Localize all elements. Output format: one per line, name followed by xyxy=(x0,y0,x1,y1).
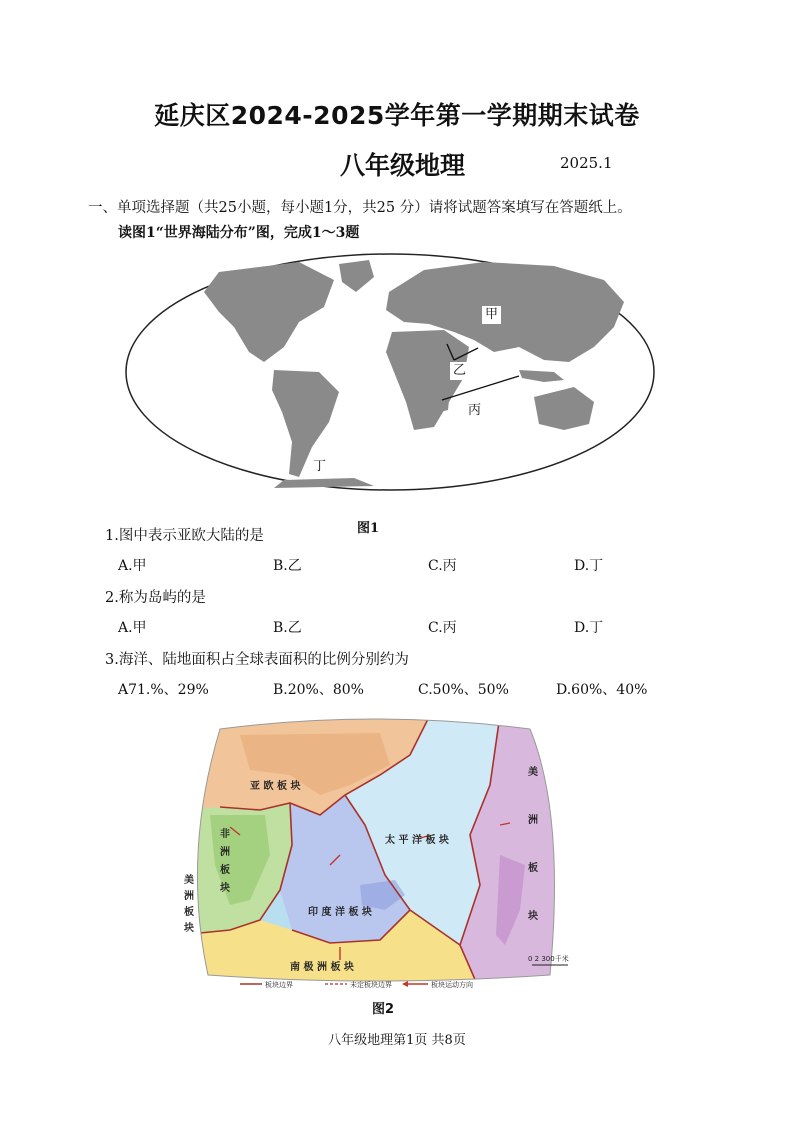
american-plate-label-3: 板 xyxy=(528,863,538,874)
american-plate-label-4: 块 xyxy=(528,911,538,922)
world-map-figure1 xyxy=(124,252,656,492)
question-1-stem: 1.图中表示亚欧大陆的是 xyxy=(105,528,264,544)
legend-undetermined: 未定板块边界 xyxy=(350,981,392,989)
q2-option-a: A.甲 xyxy=(118,620,147,636)
exam-title: 延庆区2024-2025学年第一学期期末试卷 xyxy=(154,101,640,130)
american-plate-left-label-3: 板 xyxy=(184,907,194,918)
q1-option-d: D.丁 xyxy=(574,558,604,574)
q2-option-d: D.丁 xyxy=(574,620,604,636)
african-plate-label-3: 板 xyxy=(220,865,230,876)
q3-option-d: D.60%、40% xyxy=(556,682,648,698)
figure1-caption: 图1 xyxy=(357,521,380,536)
american-plate-label-2: 洲 xyxy=(528,815,538,826)
eurasian-plate-label: 亚 欧 板 块 xyxy=(250,781,301,792)
figure2-caption: 图2 xyxy=(372,1002,395,1017)
plate-map-svg xyxy=(180,715,570,991)
page-footer: 八年级地理第1页 共8页 xyxy=(328,1033,466,1048)
q2-option-c: C.丙 xyxy=(428,620,457,636)
african-plate-label-4: 块 xyxy=(220,883,230,894)
african-plate-label-2: 洲 xyxy=(220,847,230,858)
indian-plate-label: 印 度 洋 板 块 xyxy=(308,907,372,918)
world-map-svg xyxy=(124,252,656,492)
antarctic-plate-label: 南 极 洲 板 块 xyxy=(290,962,354,973)
legend-boundary: 板块边界 xyxy=(265,981,293,989)
american-plate-left-label-2: 洲 xyxy=(184,891,194,902)
plate-map-figure2 xyxy=(180,715,570,991)
african-plate-label-1: 非 xyxy=(220,829,230,840)
q3-option-a: A71.%、29% xyxy=(118,682,209,698)
subject-title: 八年级地理 xyxy=(340,151,466,180)
question-2-stem: 2.称为岛屿的是 xyxy=(105,590,206,606)
exam-date: 2025.1 xyxy=(560,154,613,172)
q1-option-b: B.乙 xyxy=(273,558,302,574)
label-yi: 乙 xyxy=(450,362,469,380)
q1-option-a: A.甲 xyxy=(118,558,147,574)
label-bing: 丙 xyxy=(464,400,493,426)
american-plate-left-label-4: 块 xyxy=(184,923,194,934)
q1-option-c: C.丙 xyxy=(428,558,457,574)
label-jia: 甲 xyxy=(482,306,501,324)
label-ding: 丁 xyxy=(310,458,329,476)
map-scale-label: 0 2 300千米 xyxy=(528,955,569,963)
question-3-stem: 3.海洋、陆地面积占全球表面积的比例分别约为 xyxy=(105,652,409,668)
american-plate-label-1: 美 xyxy=(528,767,538,778)
q3-option-c: C.50%、50% xyxy=(418,682,509,698)
section-intro: 读图1“世界海陆分布”图，完成1～3题 xyxy=(118,225,360,241)
pacific-plate-label: 太 平 洋 板 块 xyxy=(385,835,449,846)
legend-direction: 板块运动方向 xyxy=(431,981,473,989)
q2-option-b: B.乙 xyxy=(273,620,302,636)
section-heading: 一、单项选择题（共25小题，每小题1分，共25 分）请将试题答案填写在答题纸上。 xyxy=(88,200,632,216)
q3-option-b: B.20%、80% xyxy=(273,682,364,698)
american-plate-left-label-1: 美 xyxy=(184,875,194,886)
